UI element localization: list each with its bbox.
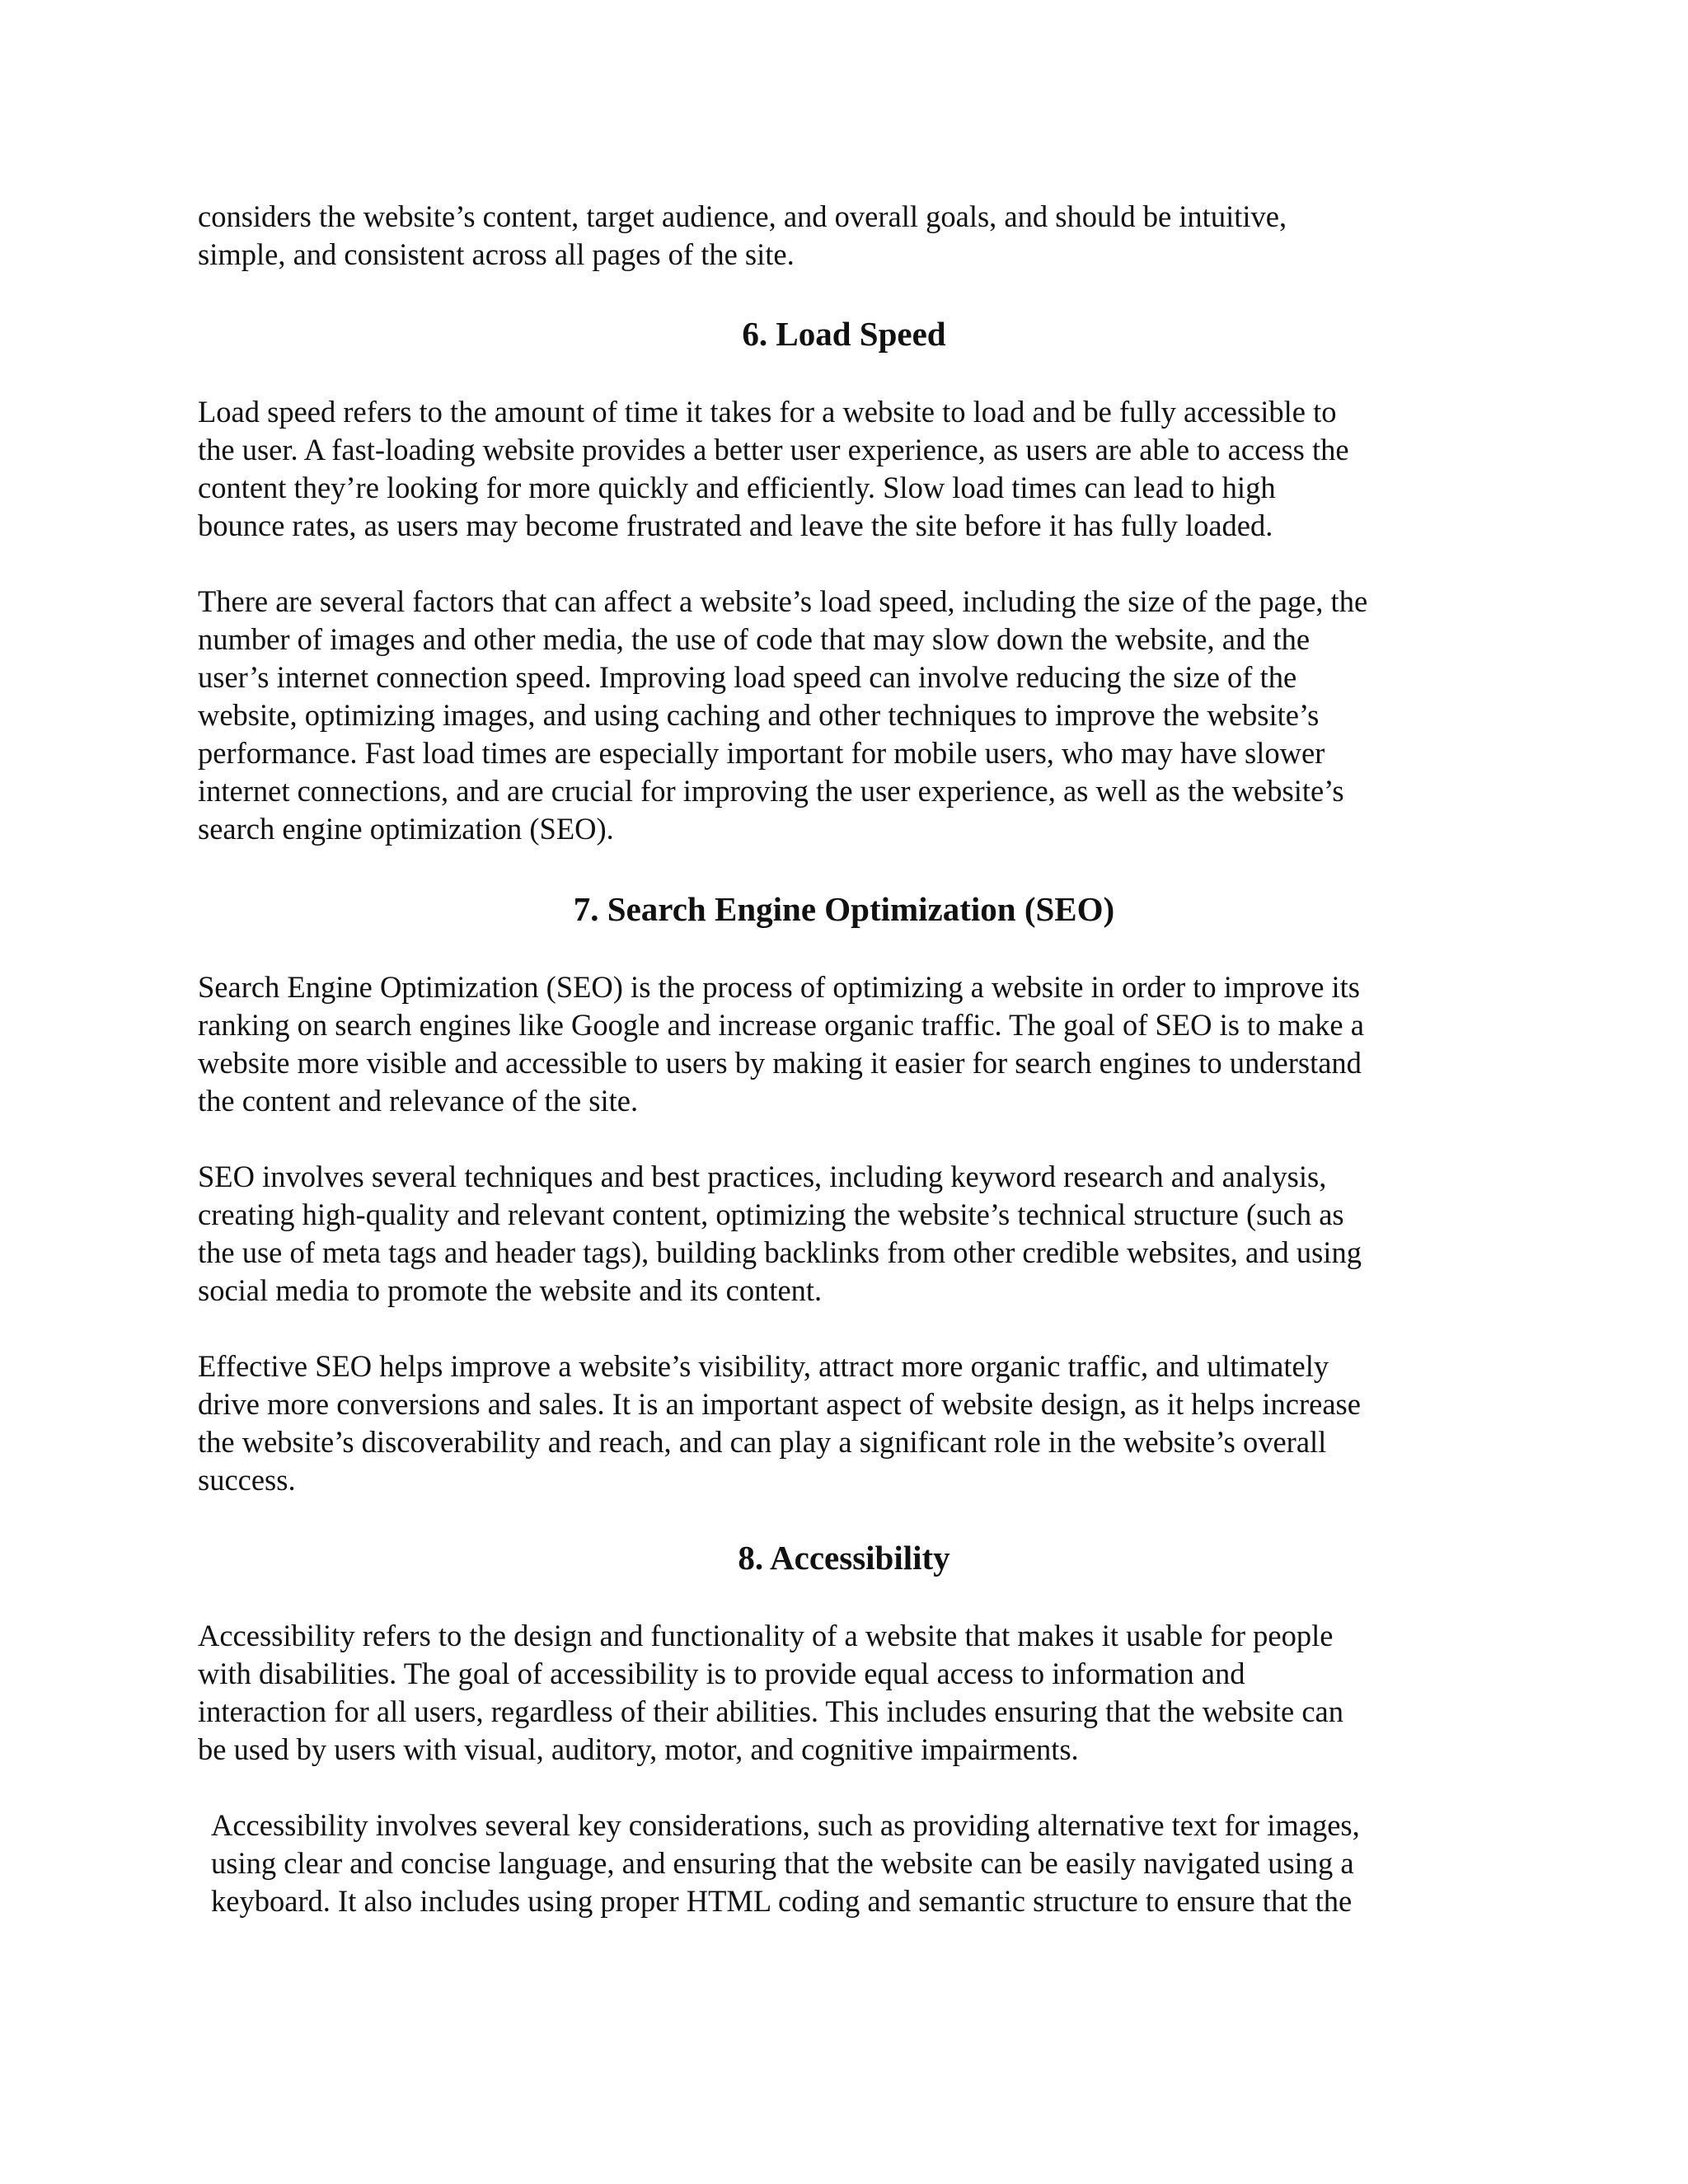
accessibility-paragraph-2 [211,1807,1360,1920]
text-line: creating high-quality and relevant content, optimizing the website’s technical structure (such as [198,1197,1344,1231]
accessibility-paragraph-1 [198,1617,1343,1769]
text-line: simple, and consistent across all pages of the site. [198,237,795,271]
section-heading-accessibility: 8. Accessibility [738,1539,950,1577]
text-line: bounce rates, as users may become frustrated and leave the site before it has fully loaded. [198,509,1273,542]
text-line: keyboard. It also includes using proper HTML coding and semantic structure to ensure that the [211,1884,1353,1918]
section-heading-load-speed: 6. Load Speed [742,315,946,353]
text-line: website, optimizing images, and using caching and other techniques to improve the website’s [198,698,1320,732]
text-line: success. [198,1463,296,1497]
intro-paragraph [198,198,1287,274]
seo-paragraph-2 [198,1158,1362,1310]
text-line: Effective SEO helps improve a website’s visibility, attract more organic traffic, and ultimately [198,1349,1329,1383]
load-speed-paragraph-2 [198,583,1367,848]
text-line: the website’s discoverability and reach, and can play a significant role in the website’s overall [198,1425,1327,1459]
text-line: using clear and concise language, and ensuring that the website can be easily navigated using a [211,1846,1354,1880]
text-line: number of images and other media, the use of code that may slow down the website, and the [198,622,1311,656]
text-line: performance. Fast load times are especially important for mobile users, who may have slower [198,736,1325,770]
load-speed-paragraph-1 [198,393,1349,545]
text-line: Load speed refers to the amount of time it takes for a website to load and be fully accessible to [198,395,1337,429]
text-line: Search Engine Optimization (SEO) is the process of optimizing a website in order to improve its [198,970,1361,1004]
text-line: internet connections, and are crucial for improving the user experience, as well as the website’s [198,774,1344,808]
seo-paragraph-1 [198,968,1364,1120]
text-line: content they’re looking for more quickly and efficiently. Slow load times can lead to high [198,471,1276,504]
text-line: be used by users with visual, auditory, motor, and cognitive impairments. [198,1732,1079,1766]
text-line: There are several factors that can affect a website’s load speed, including the size of the page, the [198,584,1368,618]
text-line: the user. A fast-loading website provides a better user experience, as users are able to access the [198,433,1349,466]
text-line: the use of meta tags and header tags), building backlinks from other credible websites, and using [198,1235,1362,1269]
text-line: ranking on search engines like Google and increase organic traffic. The goal of SEO is to make a [198,1008,1364,1042]
text-line: drive more conversions and sales. It is an important aspect of website design, as it helps increase [198,1387,1361,1421]
text-line: considers the website’s content, target audience, and overall goals, and should be intuitive, [198,199,1287,233]
text-line: search engine optimization (SEO). [198,812,614,846]
text-line: with disabilities. The goal of accessibility is to provide equal access to information and [198,1657,1245,1690]
text-line: Accessibility involves several key considerations, such as providing alternative text for images, [211,1808,1360,1842]
section-heading-seo: 7. Search Engine Optimization (SEO) [573,890,1115,928]
text-line: interaction for all users, regardless of their abilities. This includes ensuring that the website can [198,1694,1343,1728]
seo-paragraph-3 [198,1347,1361,1499]
text-line: the content and relevance of the site. [198,1084,639,1118]
text-line: SEO involves several techniques and best practices, including keyword research and analysis, [198,1160,1327,1193]
text-line: user’s internet connection speed. Improving load speed can involve reducing the size of the [198,660,1297,694]
text-line: social media to promote the website and its content. [198,1273,823,1307]
text-line: website more visible and accessible to users by making it easier for search engines to understand [198,1046,1362,1080]
text-line: Accessibility refers to the design and functionality of a website that makes it usable for people [198,1619,1334,1652]
